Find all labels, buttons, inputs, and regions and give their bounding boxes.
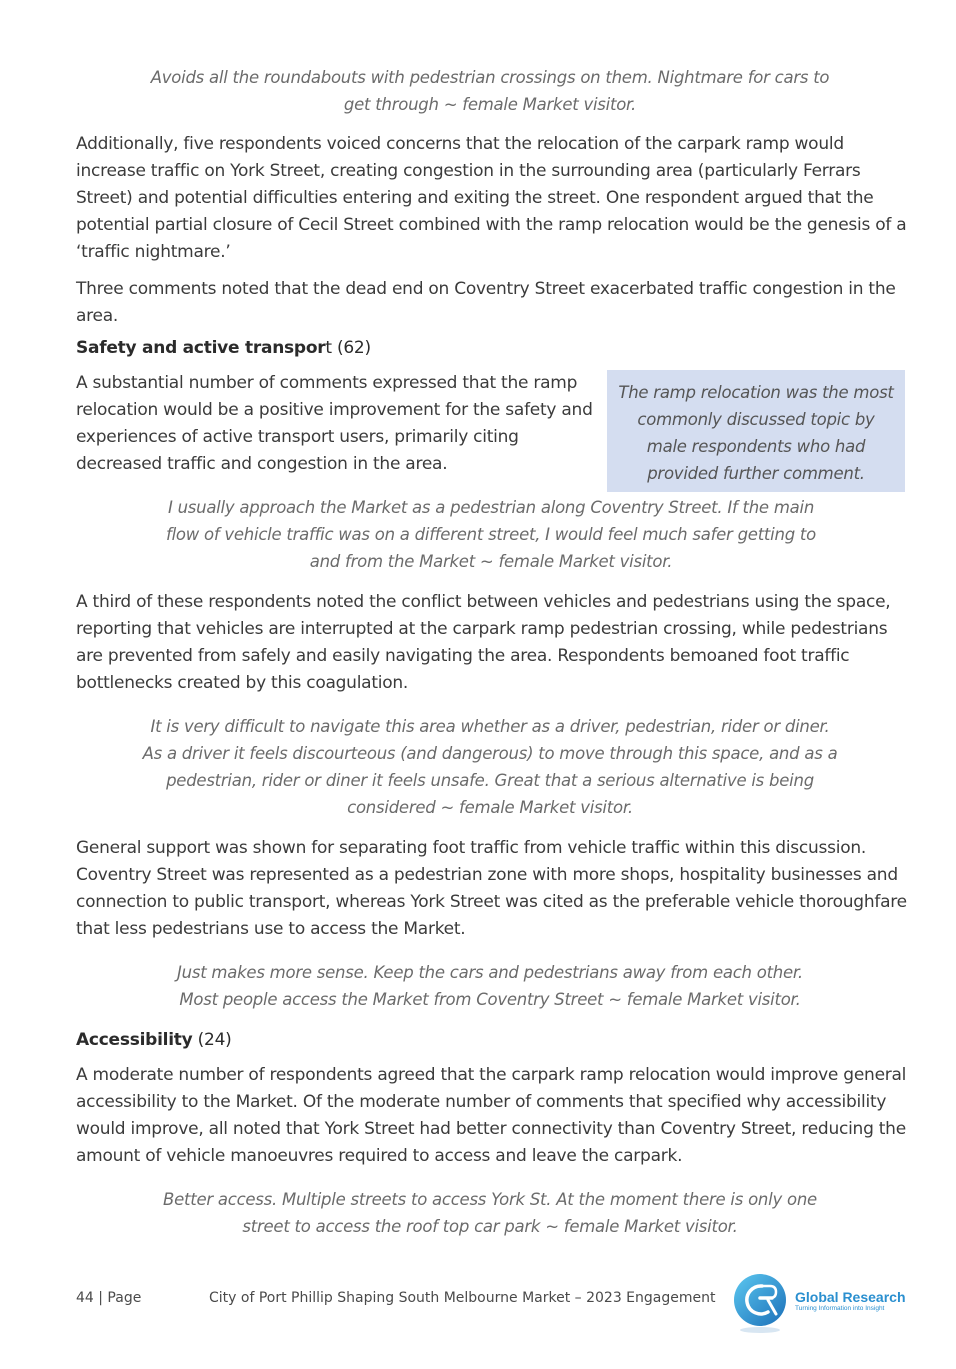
quote-difficult-navigate: It is very difficult to navigate this area whether as a driver, pedestrian, rider or diner. As a driver it feels discourteous (and dangerous) to move through this space, and as a pedestrian, rider or diner it feels unsafe. Great that a serious alternative is being considered ~ female Market visitor. — [142, 717, 838, 817]
paragraph-general-support: General support was shown for separating foot traffic from vehicle traffic within this discussion. Coventry Street was represented as a pedestrian zone with more shops, hospitality businesses and connection to public transport, whereas York Street was cited as the preferable vehicle thoroughfare that less pedestrians use to access the Market. — [76, 838, 907, 939]
heading-safety-label: Safety and active transpor — [76, 338, 326, 358]
quote-coventry-pedestrian: I usually approach the Market as a pedestrian along Coventry Street. If the main flow of vehicle traffic was on a different street, I would feel much safer getting to and from the Market ~ female Market visitor. — [166, 498, 816, 571]
paragraph-york-street-traffic: Additionally, five respondents voiced concerns that the relocation of the carpark ramp would increase traffic on York Street, creating congestion in the surrounding area (particularly Ferrars Street) and potential difficulties entering and exiting the street. One respondent argued that the potential partial closure of Cecil Street combined with the ramp relocation would be the genesis of a ‘traffic nightmare.’ — [76, 134, 907, 262]
quote-better-access: Better access. Multiple streets to access York St. At the moment there is only one street to access the roof top car park ~ female Market visitor. — [163, 1190, 817, 1236]
paragraph-accessibility: A moderate number of respondents agreed that the carpark ramp relocation would improve general accessibility to the Market. Of the moderate number of comments that specified why accessibility would improve, all noted that York Street had better connectivity than Coventry Street, reducing the amount of vehicle manoeuvres required to access and leave the carpark. — [76, 1065, 907, 1166]
heading-accessibility — [76, 1029, 232, 1051]
heading-safety-count: t (62) — [325, 338, 371, 358]
quote-roundabouts: Avoids all the roundabouts with pedestrian crossings on them. Nightmare for cars to get through ~ female Market visitor. — [150, 68, 830, 114]
paragraph-active-transport: A substantial number of comments expressed that the ramp relocation would be a positive improvement for the safety and experiences of active transport users, primarily citing decreased traffic and congestion in the area. — [76, 373, 593, 474]
quote-makes-sense: Just makes more sense. Keep the cars and pedestrians away from each other. Most people access the Market from Coventry Street ~ female Market visitor. — [177, 963, 803, 1009]
logo-name: Global Research — [795, 1289, 906, 1305]
heading-safety-active-transport — [76, 337, 371, 359]
heading-accessibility-label: Accessibility — [76, 1030, 193, 1050]
logo-text-block — [795, 1289, 906, 1313]
footer-page-number: 44 | Page — [76, 1290, 142, 1306]
callout-text: The ramp relocation was the most commonly discussed topic by male respondents who had provided further comment. — [618, 383, 894, 483]
heading-accessibility-count: (24) — [192, 1030, 232, 1050]
callout-box — [607, 370, 905, 492]
paragraph-conflict: A third of these respondents noted the conflict between vehicles and pedestrians using the space, reporting that vehicles are interrupted at the carpark ramp pedestrian crossing, while pedestrians are prevented from safely and easily navigating the area. Respondents bemoaned foot traffic bottlenecks created by this coagulation. — [76, 592, 891, 693]
paragraph-dead-end: Three comments noted that the dead end on Coventry Street exacerbated traffic congestion in the area. — [76, 279, 896, 326]
gr-logo-icon — [732, 1272, 794, 1334]
footer-document-title: City of Port Phillip Shaping South Melbourne Market – 2023 Engagement — [209, 1290, 716, 1306]
logo-tagline: Turning Information into Insight — [795, 1305, 885, 1312]
